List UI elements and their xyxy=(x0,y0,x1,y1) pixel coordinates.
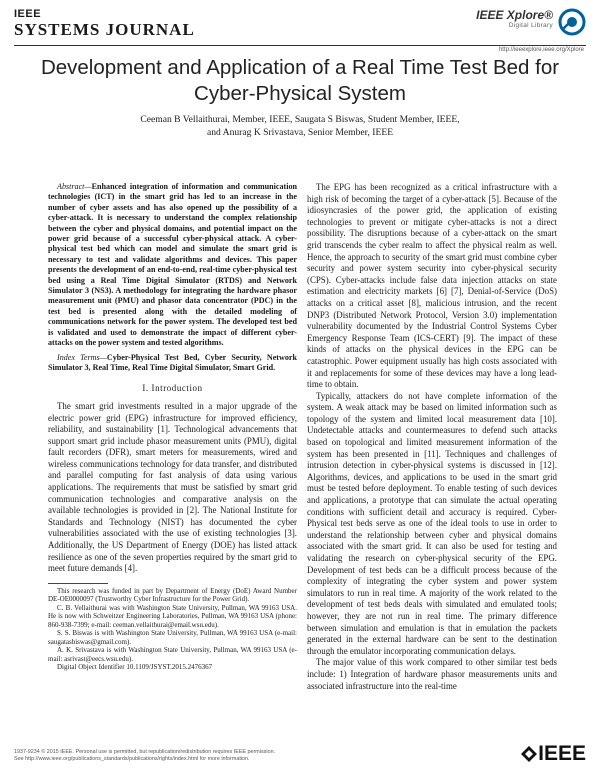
publisher-label: IEEE xyxy=(14,8,42,20)
index-terms-text: Cyber-Physical Test Bed, Cyber Security, Network Simulator 3, Real Time, Real Time Digital Simulator, Smart Grid. xyxy=(48,352,297,372)
ieee-footer-logo xyxy=(520,742,586,766)
index-terms xyxy=(48,353,297,374)
xplore-logo-icon xyxy=(558,8,586,36)
paper-title: Development and Application of a Real Time Test Bed for Cyber-Physical System xyxy=(40,56,560,105)
footnote-rule xyxy=(48,583,108,584)
ieee-diamond-icon xyxy=(520,745,538,763)
footnote-doi: Digital Object Identifier 10.1109/JSYST.2015.2476367 xyxy=(57,663,213,672)
header-rule xyxy=(14,45,586,46)
index-terms-label: Index Terms— xyxy=(57,352,107,362)
author-line-1: Ceeman B Vellaithurai, Member, IEEE, Saugata S Biswas, Student Member, IEEE, xyxy=(140,114,460,125)
copyright-line-2: See http://www.ieee.org/publications_standards/publications/rights/index.html for more information. xyxy=(14,755,250,762)
section-heading-introduction: I. Introduction xyxy=(142,383,203,394)
left-column xyxy=(48,182,297,672)
abstract-text: Enhanced integration of information and communication technologies (ICT) in the smart grid has led to an increase in the number of cyber assets and has also opened up the possibility of a cyber-attack. It is necessary to understand the complex relationship between the cyber and physical domains, and potential impact on the power grid because of a successful cyber-physical attack. A cyber-physical test bed which can model and simulate the smart grid is necessary to test and validate algorithms and devices. This paper presents the development of an end-to-end, real-time cyber-physical test bed using a Real Time Digital Simulator (RTDS) and Network Simulator 3 (NS3). A methodology for integrating the hardware phasor measurement unit (PMU) and phasor data concentrator (PDC) in the test bed is presented along with the detailed modeling of communications network for the power system. The developed test bed is validated and used to demonstrate the impact of different cyber-attacks on the power system and tested algorithms. xyxy=(48,182,297,348)
right-column xyxy=(307,182,557,692)
footnote-author-3: A. K. Srivastava is with Washington State University, Pullman, WA 99163 USA (e-mail: asrivast@eecs.wsu.edu). xyxy=(48,646,297,663)
abstract xyxy=(48,182,297,349)
footnote-author-1: C. B. Vellaithurai was with Washington State University, Pullman, WA 99163 USA. He is now with Schweitzer Engineering Laboratories, Pullman, WA 99163 USA (phone: 860-938-7399; e-mail: ceeman.vellaithurai@email.wsu.edu). xyxy=(48,603,297,629)
copyright-notice xyxy=(14,749,384,762)
footnote-author-2: S. S. Biswas is with Washington State University, Pullman, WA 99163 USA (e-mail: saugatasbiswas@gmail.com). xyxy=(48,629,297,646)
author-list xyxy=(100,113,500,139)
intro-paragraph-1: The smart grid investments resulted in a major upgrade of the electric power grid (EPG) infrastructure for improved efficiency, reliability, and sustainability [1]. Technological advancements that support smart grid include phasor measurement units (PMU), digital fault recorders (DFR), smart meters for measurements, wired and wireless communications technology for data transfer, and distributed and parallel computing for fast analysis of data using various applications. The requirements that must be satisfied by smart grid communication technologies and comparative analysis on the available technologies is provided in [2]. The National Institute for Standards and Technology (NIST) has documented the cyber vulnerabilities associated with the use of existing technologies [3]. Additionally, the US Department of Energy (DOE) has listed attack resilience as one of the seven properties required by the smart grid to meet future demands [4]. xyxy=(48,400,297,574)
footnote-funding: This research was funded in part by Department of Energy (DoE) Award Number DE-OE0000097 (Trustworthy Cyber Infrastructure for the Power Grid). xyxy=(48,586,297,604)
xplore-subtitle: Digital Library xyxy=(508,22,553,29)
author-line-2: and Anurag K Srivastava, Senior Member, IEEE xyxy=(206,127,394,138)
abstract-label: Abstract— xyxy=(57,182,92,191)
right-paragraph-2: Typically, attackers do not have complete information of the system. A weak attack may be based on limited information such as topology of the system and limited local measurement data [10]. Undetectable attacks and countermeasures to defend such attacks based on topological and limited measurement information of the system has been presented in [11]. Techniques and challenges of intrusion detection in cyber-physical systems is discussed in [12]. Algorithms, devices, and applications to be used in the smart grid must be tested before deployment. To enable testing of such devices and applications, a prototype that can simulate the actual operating conditions with sufficient detail and accuracy is required. Cyber-Physical test beds serve as one of the ideal tools to use in order to understand the relationship between cyber and physical domains associated with the smart grid. It can also be used for testing and validating the research on cyber-physical security of the EPG. Development of test beds can be a difficult process because of the complexity of integrating the cyber system and power system simulators to run in real time. A majority of the work related to the development of test beds deals with simulated and emulated tools; however, they are not run in real time. The primary difference between simulation and emulation is that in emulation the packets generated in the external hardware can be sent to the destination through the emulator incorporating communication delays. xyxy=(307,390,557,656)
xplore-brand: IEEE Xplore® xyxy=(476,8,553,22)
xplore-url[interactable]: http://ieeexplore.ieee.org/Xplore xyxy=(498,47,584,53)
xplore-badge xyxy=(476,8,553,29)
journal-name: SYSTEMS JOURNAL xyxy=(14,20,195,39)
ieee-footer-text: IEEE xyxy=(538,742,586,765)
right-paragraph-1: The EPG has been recognized as a critical infrastructure with a high risk of becoming the target of a cyber-attack [5]. Because of the idiosyncrasies of the power grid, the application of existing technologies to prevent or mitigate cyber-attacks is not a direct possibility. The disruptions because of a cyber-attack on the smart grid transcends the cyber realm to affect the physical realm as well. Hence, the approach to security of the smart grid must combine cyber security and power system security into cyber-physical security (CPS). Cyber-attacks include false data injection attacks on state estimation and electricity markets [6] [7], Denial-of-Service (DoS) attacks on a critical asset [8], malicious intrusion, and the recent DNP3 (Distributed Network Protocol, Version 3.0) implementation vulnerability documented by the Industrial Control Systems Cyber Emergency Response Team (ICS-CERT) [9]. The impact of these kinds of attacks on the physical devices in the EPG can be catastrophic. Power equipment usually has high costs associated with it and replacements for some of these devices may have a long lead-time to obtain. xyxy=(307,182,557,390)
copyright-line-1: 1937-9234 © 2015 IEEE. Personal use is permitted, but republication/redistribution requires IEEE permission. xyxy=(14,749,276,755)
right-paragraph-3: The major value of this work compared to other similar test beds include: 1) Integration of hardware phasor measurements units and associated infrastructure into the real-time xyxy=(307,657,557,691)
